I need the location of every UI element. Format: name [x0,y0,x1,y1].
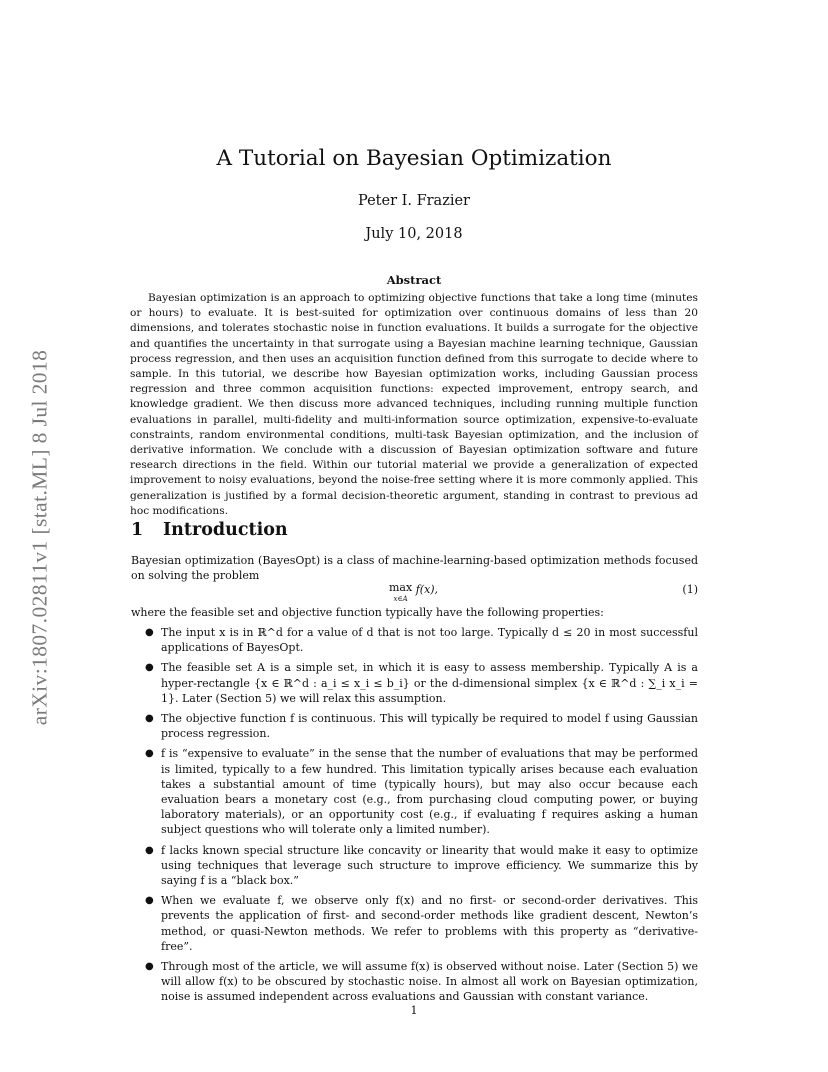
abstract-heading: Abstract [386,273,442,287]
list-item: ● f is “expensive to evaluate” in the sense that the number of evaluations that may be performed is limited, typically to a few hundred. This limitation typically arises because each evaluation takes a substantial amount of time (typically hours), but may also occur because each evaluation bears a monetary cost (e.g., from purchasing cloud computing power, or buying laboratory materials), or an opportunity cost (e.g., if evaluating f requires asking a human subject questions who will tolerate only a limited number). [145,747,698,837]
list-item: ● When we evaluate f, we observe only f(x) and no first- or second-order derivatives. This prevents the application of first- and second-order methods like gradient descent, Newton’s method, or quasi-Newton methods. We refer to problems with this property as “derivative-free”. [145,894,698,953]
equation-subscript: x∈A [393,595,408,603]
page-number: 1 [410,1004,418,1017]
intro-paragraph: Bayesian optimization (BayesOpt) is a class of machine-learning-based optimization methods focused on solving the problem [131,554,698,583]
equation-body: f(x), [415,583,439,596]
list-item: ● The feasible set A is a simple set, in which it is easy to assess membership. Typically A is a hyper-rectangle {x ∈ ℝ^d : a_i ≤ x_i ≤ b_i} or the d-dimensional simplex {x ∈ ℝ^d : ∑_i x_i = 1}. Later (Section 5) we will relax this assumption. [145,661,698,705]
paper-title: A Tutorial on Bayesian Optimization [216,146,612,171]
list-item: ● The objective function f is continuous. This will typically be required to model f using Gaussian process regression. [145,712,698,741]
section-number: 1 [131,520,144,540]
properties-list [131,625,698,1010]
bullet-icon: ● [145,961,154,973]
list-item: ● Through most of the article, we will assume f(x) is observed without noise. Later (Section 5) we will allow f(x) to be obscured by stochastic noise. In almost all work on Bayesian optimization, noise is assumed independent across evaluations and Gaussian with constant variance. [145,960,698,1004]
abstract-text: Bayesian optimization is an approach to optimizing objective functions that take a long time (minutes or hours) to evaluate. It is best-suited for optimization over continuous domains of less than 20 dimensions, and tolerates stochastic noise in function evaluations. It builds a surrogate for the objective and quantifies the uncertainty in that surrogate using a Bayesian machine learning technique, Gaussian process regression, and then uses an acquisition function defined from this surrogate to decide where to sample. In this tutorial, we describe how Bayesian optimization works, including Gaussian process regression and three common acquisition functions: expected improvement, entropy search, and knowledge gradient. We then discuss more advanced techniques, including running multiple function evaluations in parallel, multi-fidelity and multi-information source optimization, expensive-to-evaluate constraints, random environmental conditions, multi-task Bayesian optimization, and the inclusion of derivative information. We conclude with a discussion of Bayesian optimization software and future research directions in the field. Within our tutorial material we provide a generalization of expected improvement to noisy evaluations, beyond the noise-free setting where it is more commonly applied. This generalization is justified by a formal decision-theoretic argument, standing in contrast to previous ad hoc modifications. [130,292,698,517]
properties-lead: where the feasible set and objective function typically have the following properties: [131,606,604,619]
arxiv-identifier: arXiv:1807.02811v1 [stat.ML] 8 Jul 2018 [27,349,52,726]
section-title: Introduction [163,520,288,540]
list-item: ● The input x is in ℝ^d for a value of d that is not too large. Typically d ≤ 20 in most successful applications of BayesOpt. [145,626,698,655]
bullet-icon: ● [145,627,154,638]
list-item: ● f lacks known special structure like concavity or linearity that would make it easy to optimize using techniques that leverage such structure to improve efficiency. We summarize this by saying f is a “black box.” [145,843,698,888]
bullet-icon: ● [145,713,154,725]
bullet-icon: ● [145,895,154,907]
paper-author: Peter I. Frazier [357,193,470,209]
section-heading [131,520,288,540]
equation-number: (1) [682,583,698,596]
bullet-icon: ● [145,748,154,760]
paper-date: July 10, 2018 [365,226,463,242]
equation-operator: max x∈A [389,581,413,603]
bullet-icon: ● [145,844,154,856]
bullet-icon: ● [145,662,154,674]
